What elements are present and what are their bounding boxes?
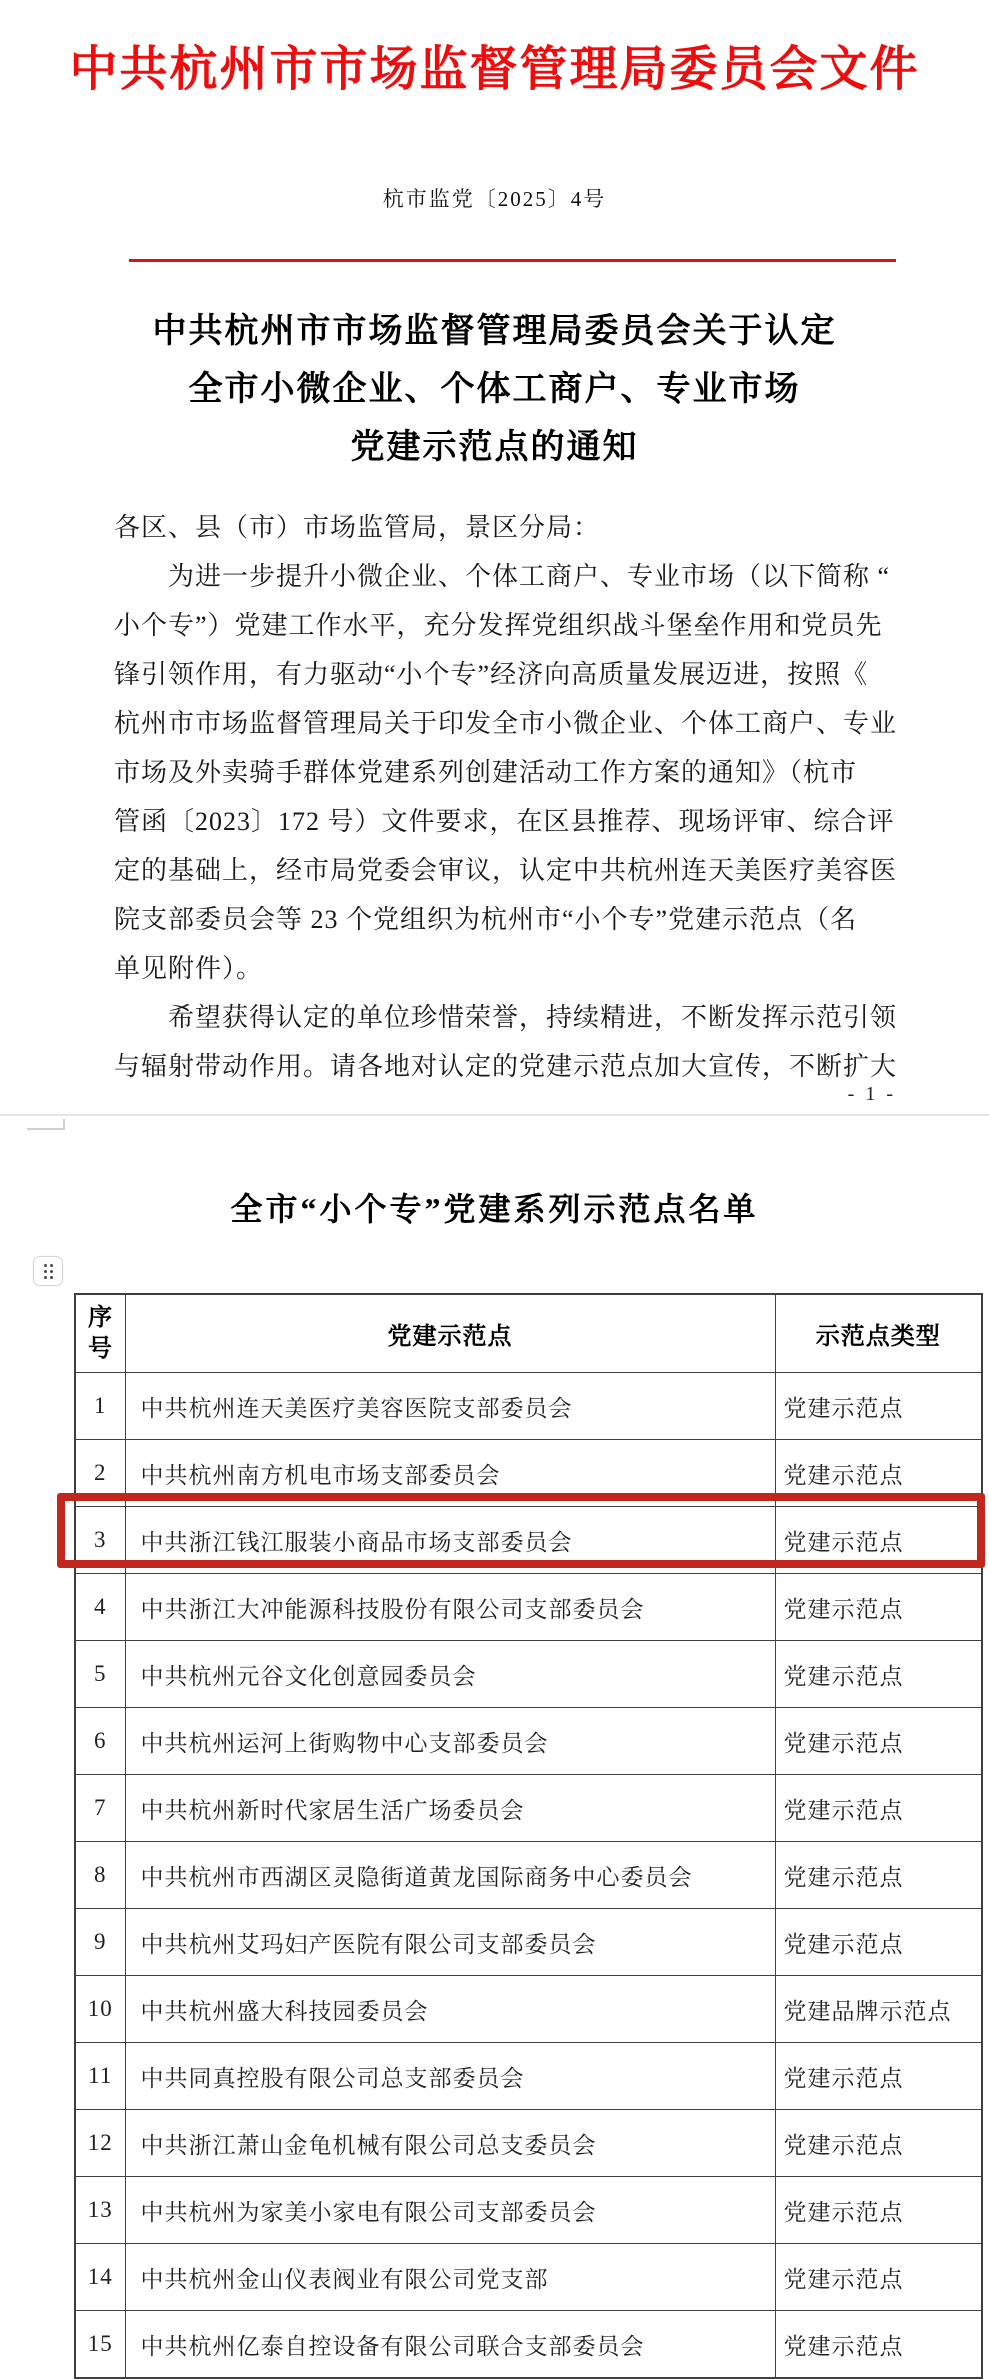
row-point-type: 党建示范点 <box>775 2110 982 2177</box>
row-org-name: 中共杭州金山仪表阀业有限公司党支部 <box>125 2244 775 2311</box>
table-row <box>75 1574 982 1641</box>
row-point-type: 党建示范点 <box>775 1775 982 1842</box>
document-title-line: 党建示范点的通知 <box>350 429 639 466</box>
table-header-row <box>75 1294 982 1373</box>
demonstration-points-table <box>74 1293 983 2379</box>
drag-dots-icon <box>44 1264 53 1279</box>
table-row <box>75 1440 982 1507</box>
table-row <box>75 1842 982 1909</box>
document-title-line: 全市小微企业、个体工商户、专业市场 <box>188 371 801 408</box>
row-org-name: 中共浙江萧山金龟机械有限公司总支委员会 <box>125 2110 775 2177</box>
row-index: 15 <box>75 2311 125 2379</box>
document-title <box>0 303 989 477</box>
row-index: 12 <box>75 2110 125 2177</box>
row-index: 8 <box>75 1842 125 1909</box>
row-org-name: 中共同真控股有限公司总支部委员会 <box>125 2043 775 2110</box>
body-text-line: 各区、县（市）市场监管局，景区分局： <box>114 513 601 542</box>
row-org-name: 中共杭州连天美医疗美容医院支部委员会 <box>125 1373 775 1440</box>
row-point-type: 党建示范点 <box>775 1708 982 1775</box>
row-index: 4 <box>75 1574 125 1641</box>
row-org-name: 中共杭州亿泰自控设备有限公司联合支部委员会 <box>125 2311 775 2379</box>
row-org-name: 中共杭州市西湖区灵隐街道黄龙国际商务中心委员会 <box>125 1842 775 1909</box>
column-header-name: 党建示范点 <box>125 1294 775 1373</box>
table-row <box>75 2110 982 2177</box>
body-text-line: 小个专”）党建工作水平，充分发挥党组织战斗堡垒作用和党员先 <box>114 611 883 640</box>
column-header-type: 示范点类型 <box>775 1294 982 1373</box>
row-org-name: 中共浙江钱江服装小商品市场支部委员会 <box>125 1507 775 1574</box>
row-index: 3 <box>75 1507 125 1574</box>
table-row <box>75 2244 982 2311</box>
body-text-line: 院支部委员会等 23 个党组织为杭州市“小个专”党建示范点（名 <box>114 905 858 934</box>
row-org-name: 中共杭州盛大科技园委员会 <box>125 1976 775 2043</box>
table-row <box>75 1708 982 1775</box>
body-text-line: 杭州市市场监督管理局关于印发全市小微企业、个体工商户、专业 <box>114 709 898 738</box>
row-org-name: 中共杭州新时代家居生活广场委员会 <box>125 1775 775 1842</box>
row-index: 2 <box>75 1440 125 1507</box>
row-point-type: 党建示范点 <box>775 1909 982 1976</box>
table-row <box>75 1507 982 1574</box>
row-index: 6 <box>75 1708 125 1775</box>
row-point-type: 党建示范点 <box>775 1507 982 1574</box>
row-org-name: 中共杭州南方机电市场支部委员会 <box>125 1440 775 1507</box>
row-org-name: 中共杭州艾玛妇产医院有限公司支部委员会 <box>125 1909 775 1976</box>
document-title-line: 中共杭州市市场监督管理局委员会关于认定 <box>152 313 837 350</box>
row-index: 9 <box>75 1909 125 1976</box>
document-body <box>114 503 898 1091</box>
row-index: 1 <box>75 1373 125 1440</box>
row-point-type: 党建示范点 <box>775 1641 982 1708</box>
table-row <box>75 1373 982 1440</box>
body-text-line: 市场及外卖骑手群体党建系列创建活动工作方案的通知》（杭市 <box>114 758 858 787</box>
body-text-line: 与辐射带动作用。请各地对认定的党建示范点加大宣传，不断扩大 <box>114 1052 898 1081</box>
body-text-line: 定的基础上，经市局党委会审议，认定中共杭州连天美医疗美容医 <box>114 856 898 885</box>
table-row <box>75 1775 982 1842</box>
row-point-type: 党建示范点 <box>775 2177 982 2244</box>
table-row <box>75 1641 982 1708</box>
row-index: 10 <box>75 1976 125 2043</box>
row-index: 7 <box>75 1775 125 1842</box>
attachment-title: 全市“小个专”党建系列示范点名单 <box>230 1191 759 1227</box>
page-number: - 1 - <box>847 1083 896 1105</box>
row-index: 11 <box>75 2043 125 2110</box>
red-divider-line <box>129 259 896 262</box>
page-separator <box>0 1114 989 1116</box>
body-text-line: 管函〔2023〕172 号）文件要求，在区县推荐、现场评审、综合评 <box>114 807 895 836</box>
row-org-name: 中共杭州运河上街购物中心支部委员会 <box>125 1708 775 1775</box>
page-corner-mark <box>27 1119 65 1130</box>
table-row <box>75 1976 982 2043</box>
document-header-title: 中共杭州市市场监督管理局委员会文件 <box>69 43 920 96</box>
row-point-type: 党建示范点 <box>775 2311 982 2379</box>
row-org-name: 中共杭州为家美小家电有限公司支部委员会 <box>125 2177 775 2244</box>
table-row <box>75 2043 982 2110</box>
document-number: 杭市监党〔2025〕4号 <box>382 187 607 211</box>
row-point-type: 党建示范点 <box>775 2043 982 2110</box>
table-row <box>75 1909 982 1976</box>
row-point-type: 党建示范点 <box>775 2244 982 2311</box>
row-org-name: 中共杭州元谷文化创意园委员会 <box>125 1641 775 1708</box>
row-org-name: 中共浙江大冲能源科技股份有限公司支部委员会 <box>125 1574 775 1641</box>
row-index: 5 <box>75 1641 125 1708</box>
column-header-index: 序号 <box>75 1294 125 1373</box>
row-point-type: 党建示范点 <box>775 1574 982 1641</box>
table-row <box>75 2177 982 2244</box>
body-text-line: 希望获得认定的单位珍惜荣誉，持续精进，不断发挥示范引领 <box>114 1003 898 1032</box>
body-text-line: 单见附件）。 <box>114 954 264 983</box>
row-point-type: 党建示范点 <box>775 1842 982 1909</box>
row-index: 14 <box>75 2244 125 2311</box>
row-point-type: 党建示范点 <box>775 1440 982 1507</box>
body-text-line: 为进一步提升小微企业、个体工商户、专业市场（以下简称 “ <box>114 562 891 591</box>
table-drag-handle-icon[interactable] <box>33 1256 63 1286</box>
row-point-type: 党建品牌示范点 <box>775 1976 982 2043</box>
body-text-line: 锋引领作用，有力驱动“小个专”经济向高质量发展迈进，按照《 <box>114 660 869 689</box>
row-index: 13 <box>75 2177 125 2244</box>
table-row <box>75 2311 982 2379</box>
row-point-type: 党建示范点 <box>775 1373 982 1440</box>
